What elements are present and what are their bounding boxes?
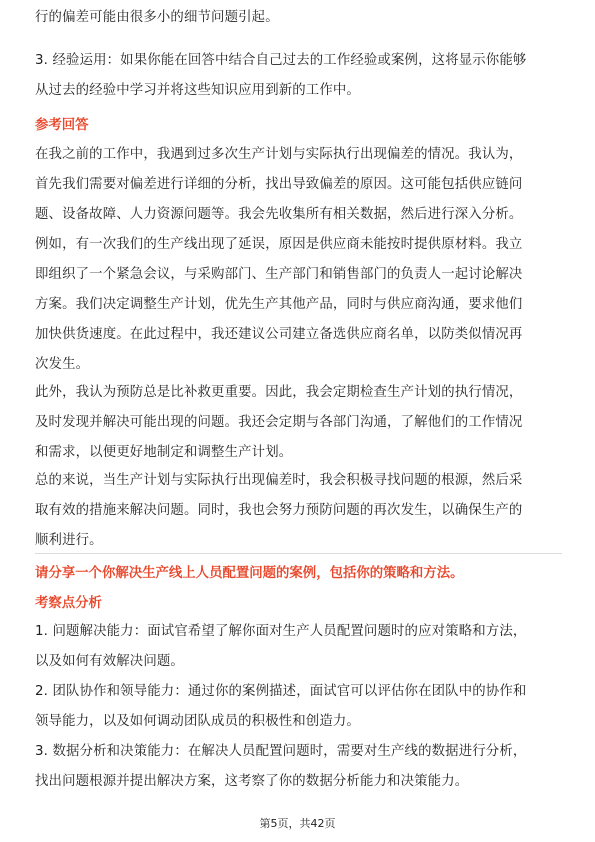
- analysis-text-line: 以及如何有效解决问题。: [35, 654, 184, 669]
- answer-text-line: 和需求，以便更好地制定和调整生产计划。: [35, 445, 293, 460]
- analysis-text-line: 领导能力，以及如何调动团队成员的积极性和创造力。: [35, 714, 360, 729]
- analysis-heading: 考察点分析: [35, 596, 102, 611]
- analysis-text-line: 3. 数据分析和决策能力：在解决人员配置问题时，需要对生产线的数据进行分析，: [35, 744, 527, 759]
- body-text-line: 3. 经验运用：如果你能在回答中结合自己过去的工作经验或案例，这将显示你能够: [35, 53, 527, 68]
- answer-text-line: 取有效的措施来解决问题。同时，我也会努力预防问题的再次发生，以确保生产的: [35, 503, 523, 518]
- page-number: 第5页，共42页: [259, 817, 336, 830]
- body-text-line: 行的偏差可能由很多小的细节问题引起。: [35, 10, 279, 25]
- analysis-text-line: 2. 团队协作和领导能力：通过你的案例描述，面试官可以评估你在团队中的协作和: [35, 684, 527, 699]
- answer-text-line: 加快供货速度。在此过程中，我还建议公司建立备选供应商名单，以防类似情况再: [35, 327, 523, 342]
- analysis-text-line: 找出问题根源并提出解决方案，这考察了你的数据分析能力和决策能力。: [35, 774, 469, 789]
- body-text-line: 从过去的经验中学习并将这些知识应用到新的工作中。: [35, 83, 360, 98]
- section-divider: [35, 553, 562, 554]
- answer-text-line: 总的来说，当生产计划与实际执行出现偏差时，我会积极寻找问题的根源，然后采: [35, 473, 523, 488]
- answer-text-line: 即组织了一个紧急会议，与采购部门、生产部门和销售部门的负责人一起讨论解决: [35, 267, 523, 282]
- analysis-text-line: 1. 问题解决能力：面试官希望了解你面对生产人员配置问题时的应对策略和方法，: [35, 624, 527, 639]
- answer-text-line: 题、设备故障、人力资源问题等。我会先收集所有相关数据，然后进行深入分析。: [35, 207, 523, 222]
- answer-text-line: 顺利进行。: [35, 533, 103, 548]
- answer-text-line: 首先我们需要对偏差进行详细的分析，找出导致偏差的原因。这可能包括供应链问: [35, 177, 523, 192]
- answer-text-line: 次发生。: [35, 357, 90, 372]
- question-heading: 请分享一个你解决生产线上人员配置问题的案例，包括你的策略和方法。: [35, 566, 464, 581]
- answer-text-line: 此外，我认为预防总是比补救更重要。因此，我会定期检查生产计划的执行情况，: [35, 385, 523, 400]
- answer-text-line: 方案。我们决定调整生产计划，优先生产其他产品，同时与供应商沟通，要求他们: [35, 297, 523, 312]
- answer-text-line: 在我之前的工作中，我遇到过多次生产计划与实际执行出现偏差的情况。我认为，: [35, 147, 523, 162]
- answer-text-line: 例如，有一次我们的生产线出现了延误，原因是供应商未能按时提供原材料。我立: [35, 237, 523, 252]
- reference-answer-heading: 参考回答: [35, 118, 89, 133]
- answer-text-line: 及时发现并解决可能出现的问题。我还会定期与各部门沟通，了解他们的工作情况: [35, 415, 523, 430]
